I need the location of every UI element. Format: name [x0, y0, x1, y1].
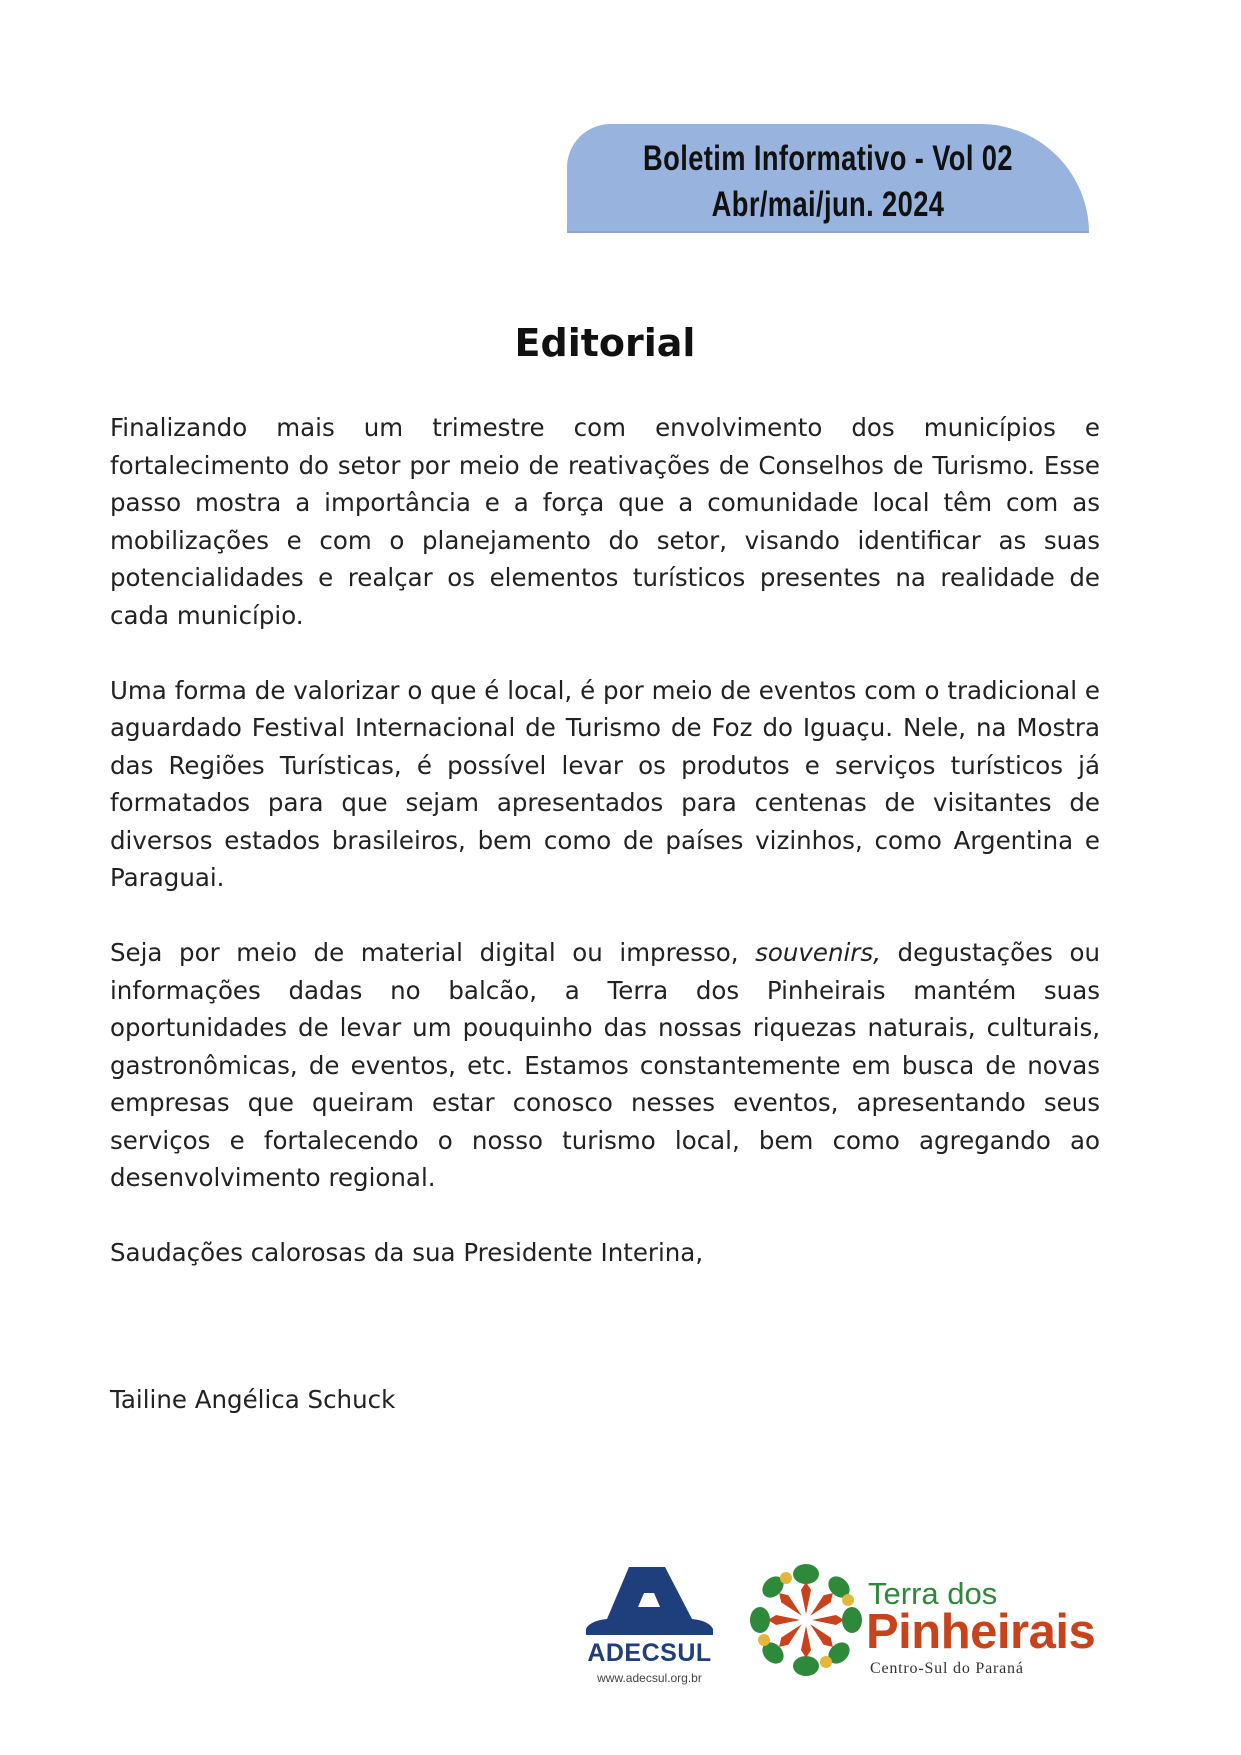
paragraph-1: Finalizando mais um trimestre com envolvimento dos municípios e fortalecimento do setor por meio de reativações de Conselhos de Turismo. Esse passo mostra a importância e a força que a comunidade local têm com as mobilizações e com o planejamento do setor, visando identificar as suas potencialidades e realçar os elementos turísticos presentes na realidade de cada município.: [110, 413, 1100, 630]
adecsul-logo: [582, 1563, 717, 1688]
pinheirais-flower-icon: [746, 1558, 866, 1688]
paragraph-3: [110, 934, 1100, 1197]
adecsul-a-icon: [582, 1563, 717, 1643]
bulletin-period-label: Abr/mai/jun. 2024: [711, 185, 945, 224]
adecsul-name: ADECSUL: [587, 1639, 712, 1667]
page-title: Editorial: [514, 321, 696, 365]
paragraph-3-end: degustações ou informações dadas no balcão, a Terra dos Pinheirais mantém suas oportunidades de levar um pouquinho das nossas riquezas naturais, culturais, gastronômicas, de eventos, etc. Estamos constantemente em busca de novas empresas que queiram estar conosco nesses eventos, apresentando seus serviços e fortalecendo o nosso turismo local, bem como agregando ao desenvolvimento regional.: [110, 938, 1100, 1192]
paragraph-3-start: Seja por meio de material digital ou impresso,: [110, 938, 756, 967]
paragraph-2: Uma forma de valorizar o que é local, é por meio de eventos com o tradicional e aguardado Festival Internacional de Turismo de Foz do Iguaçu. Nele, na Mostra das Regiões Turísticas, é possível levar os produtos e serviços turísticos já formatados para que sejam apresentados para centenas de visitantes de diversos estados brasileiros, bem como de países vizinhos, como Argentina e Paraguai.: [110, 675, 1100, 892]
terra-dos-label: Terra dos: [868, 1576, 998, 1611]
adecsul-url: www.adecsul.org.br: [597, 1671, 702, 1685]
terra-dos-pinheirais-logo: [746, 1558, 1116, 1688]
paragraph-3-italic: souvenirs,: [755, 938, 881, 967]
pinheirais-label: Pinheirais: [866, 1605, 1096, 1659]
centro-sul-label: Centro-Sul do Paraná: [870, 1660, 1024, 1677]
bulletin-header-badge: [567, 124, 1089, 233]
closing-salutation: Saudações calorosas da sua Presidente Interina,: [110, 1238, 704, 1267]
bulletin-volume-label: Boletim Informativo - Vol 02: [643, 139, 1013, 178]
editorial-body: [110, 409, 1100, 1272]
signature-name: Tailine Angélica Schuck: [110, 1385, 396, 1414]
